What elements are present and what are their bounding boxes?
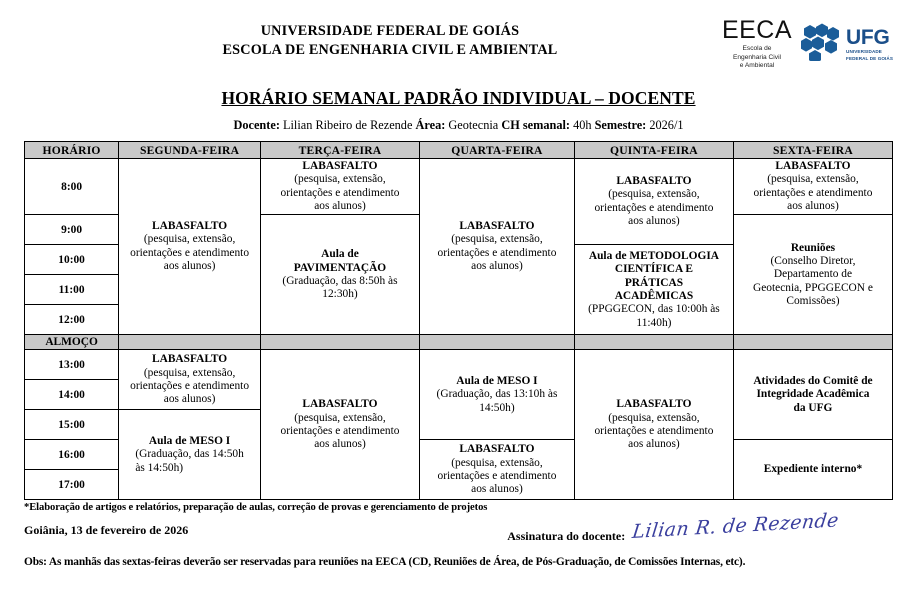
activity-title: Aula de MESO I — [456, 374, 538, 387]
lunch-cell-quinta — [574, 335, 733, 350]
ufg-subtitle-line2: FEDERAL DE GOIÁS — [846, 56, 893, 62]
lunch-label: ALMOÇO — [25, 335, 119, 350]
activity-title-line3: PRÁTICAS — [624, 276, 684, 289]
table-row — [25, 159, 893, 215]
activity-title-line1: Aula de METODOLOGIA — [588, 249, 720, 262]
eeca-subtitle-line3: e Ambiental — [739, 62, 775, 70]
footnote: *Elaboração de artigos e relatórios, preparação de aulas, correção de provas e gerenciamento de projetos — [24, 502, 488, 514]
activity-title: LABASFALTO — [459, 220, 535, 232]
activity-detail-line2: orientações e atendimento — [437, 246, 557, 259]
activity-detail-line1: (pesquisa, extensão, — [294, 173, 386, 186]
logos — [722, 16, 899, 71]
cell-quinta-metodologia — [574, 245, 733, 335]
activity-detail-line3: Geotecnia, PPGGECON e — [753, 281, 873, 294]
eeca-subtitle — [722, 45, 792, 71]
cell-quinta-manha-labasfalto — [574, 159, 733, 245]
cell-quarta-meso — [419, 350, 574, 440]
activity-detail-line2: orientações e atendimento — [280, 424, 400, 437]
activity-detail-line1: (Graduação, das 14:50h — [135, 448, 244, 461]
hour-cell-1200: 12:00 — [25, 305, 119, 335]
place-and-date: Goiânia, 13 de fevereiro de 2026 — [24, 523, 189, 538]
area-value: Geotecnia — [448, 118, 499, 132]
activity-title: LABASFALTO — [302, 398, 378, 411]
document-meta — [0, 118, 917, 133]
cell-sexta-0800 — [733, 159, 892, 215]
docente-value: Lilian Ribeiro de Rezende — [283, 118, 413, 132]
activity-title-line1: Atividades do Comitê de — [753, 374, 873, 387]
activity-detail-line1: (pesquisa, extensão, — [767, 173, 859, 186]
activity-detail-line2: Departamento de — [773, 268, 853, 281]
hour-cell-1100: 11:00 — [25, 275, 119, 305]
activity-detail-line1: (pesquisa, extensão, — [608, 411, 700, 424]
activity-detail-line3: aos alunos) — [787, 200, 839, 213]
activity-title: Expediente interno* — [763, 463, 863, 476]
activity-detail-line1: (Graduação, das 8:50h às — [282, 274, 398, 287]
column-header-quarta: QUARTA-FEIRA — [419, 142, 574, 159]
hour-cell-1000: 10:00 — [25, 245, 119, 275]
university-name: UNIVERSIDADE FEDERAL DE GOIÁS — [260, 23, 520, 39]
activity-title: LABASFALTO — [152, 353, 228, 366]
ufg-wordmark — [846, 27, 893, 62]
lunch-cell-sexta — [733, 335, 892, 350]
activity-title-line1: Aula de — [321, 248, 359, 261]
activity-detail-line3: aos alunos) — [314, 438, 366, 451]
activity-detail-line2: às 14:50h) — [135, 461, 184, 474]
activity-title: LABASFALTO — [302, 160, 378, 172]
area-label: Área: — [415, 118, 446, 132]
cell-quarta-manha — [419, 159, 574, 335]
eeca-acronym: EECA — [721, 16, 793, 44]
ch-label: CH semanal: — [501, 118, 570, 132]
activity-detail-line2: orientações e atendimento — [280, 186, 400, 199]
activity-detail-line3: aos alunos) — [628, 215, 680, 228]
activity-detail-line2: orientações e atendimento — [130, 379, 250, 392]
activity-title-line4: ACADÊMICAS — [614, 289, 694, 302]
activity-detail-line3: aos alunos) — [163, 260, 216, 273]
page-header — [0, 0, 917, 84]
signature-label: Assinatura do docente: — [507, 529, 626, 544]
page-title: HORÁRIO SEMANAL PADRÃO INDIVIDUAL – DOCENTE — [221, 88, 696, 108]
cell-terca-tarde — [260, 350, 419, 500]
eeca-logo — [722, 18, 792, 71]
activity-detail-line2: orientações e atendimento — [437, 469, 557, 482]
table-row — [25, 350, 893, 380]
activity-title: LABASFALTO — [152, 220, 228, 232]
cell-sexta-comite — [733, 350, 892, 440]
cell-terca-0800 — [260, 159, 419, 215]
hour-cell-1700: 17:00 — [25, 470, 119, 500]
cell-segunda-manha — [119, 159, 261, 335]
eeca-subtitle-line2: Engenharia Civil — [732, 53, 781, 61]
activity-detail-line2: 12:30h) — [322, 288, 358, 301]
column-header-sexta: SEXTA-FEIRA — [733, 142, 892, 159]
activity-detail-line2: orientações e atendimento — [594, 424, 714, 437]
column-header-quinta: QUINTA-FEIRA — [574, 142, 733, 159]
ch-value: 40h — [573, 118, 592, 132]
activity-detail-line3: aos alunos) — [314, 200, 366, 213]
hour-cell-0800: 8:00 — [25, 159, 119, 215]
hour-cell-1300: 13:00 — [25, 350, 119, 380]
activity-title: LABASFALTO — [459, 443, 535, 456]
signature-handwriting: Lilian R. de Rezende — [631, 509, 841, 544]
column-header-terca: TERÇA-FEIRA — [260, 142, 419, 159]
activity-detail-line3: aos alunos) — [471, 260, 523, 273]
activity-title-line2: CIENTÍFICA E — [614, 263, 694, 276]
activity-detail-line2: 11:40h) — [636, 316, 672, 329]
hour-cell-0900: 9:00 — [25, 215, 119, 245]
activity-detail-line3: aos alunos) — [471, 483, 523, 496]
activity-detail-line1: (pesquisa, extensão, — [451, 456, 543, 469]
cell-sexta-expediente — [733, 440, 892, 500]
activity-detail-line1: (pesquisa, extensão, — [143, 233, 236, 246]
schedule-table-container — [0, 141, 917, 500]
activity-title: Reuniões — [790, 241, 836, 254]
activity-detail-line2: orientações e atendimento — [594, 201, 714, 214]
eeca-subtitle-line1: Escola de — [742, 45, 772, 52]
activity-detail-line3: aos alunos) — [163, 393, 216, 406]
institution-titles — [18, 16, 722, 60]
cell-segunda-meso — [119, 410, 261, 500]
lunch-cell-terca — [260, 335, 419, 350]
column-header-horario: HORÁRIO — [25, 142, 119, 159]
activity-detail-line1: (pesquisa, extensão, — [294, 411, 386, 424]
activity-title: LABASFALTO — [616, 175, 692, 187]
activity-detail-line1: (pesquisa, extensão, — [451, 233, 543, 246]
ufg-acronym: UFG — [846, 25, 890, 49]
activity-title-line3: da UFG — [793, 401, 833, 414]
observation-note: Obs: As manhãs das sextas-feiras deverão ser reservadas para reuniões na EECA (CD, Reuniões de Área, de Pós-Graduação, de Comissões Internas, etc). — [24, 556, 746, 569]
lunch-cell-segunda — [119, 335, 261, 350]
docente-label: Docente: — [233, 118, 280, 132]
hour-cell-1500: 15:00 — [25, 410, 119, 440]
activity-detail-line2: orientações e atendimento — [130, 246, 250, 259]
activity-detail-line2: orientações e atendimento — [753, 186, 873, 199]
activity-detail-line3: aos alunos) — [628, 438, 680, 451]
school-name: ESCOLA DE ENGENHARIA CIVIL E AMBIENTAL — [222, 41, 558, 58]
ufg-subtitle-line1: UNIVERSIDADE — [846, 48, 882, 54]
activity-title: LABASFALTO — [616, 398, 692, 411]
column-header-segunda: SEGUNDA-FEIRA — [119, 142, 261, 159]
activity-detail-line1: (Conselho Diretor, — [770, 254, 856, 267]
activity-detail-line1: (PPGGECON, das 10:00h às — [588, 303, 720, 316]
weekly-schedule-table — [24, 141, 893, 500]
ufg-hexagon-cluster-icon — [801, 23, 841, 66]
activity-title: Aula de MESO I — [148, 434, 231, 447]
signature-row — [0, 509, 917, 545]
activity-detail-line1: (Graduação, das 13:10h às — [436, 388, 558, 401]
signature-block — [507, 509, 893, 545]
lunch-cell-quarta — [419, 335, 574, 350]
table-header-row — [25, 142, 893, 159]
cell-terca-pavimentacao — [260, 215, 419, 335]
cell-quinta-tarde — [574, 350, 733, 500]
activity-detail-line1: (pesquisa, extensão, — [143, 366, 236, 379]
cell-quarta-tarde-labasfalto — [419, 440, 574, 500]
activity-title: LABASFALTO — [775, 160, 851, 172]
activity-title-line2: Integridade Acadêmica — [756, 388, 870, 401]
hour-cell-1600: 16:00 — [25, 440, 119, 470]
activity-detail-line1: (pesquisa, extensão, — [608, 188, 700, 201]
semestre-label: Semestre: — [594, 118, 647, 132]
ufg-logo — [801, 23, 893, 66]
semestre-value: 2026/1 — [649, 118, 684, 132]
activity-detail-line4: Comissões) — [786, 294, 840, 307]
cell-segunda-tarde-labasfalto — [119, 350, 261, 410]
activity-title-line2: PAVIMENTAÇÃO — [293, 261, 387, 274]
activity-detail-line2: 14:50h) — [479, 401, 515, 414]
hour-cell-1400: 14:00 — [25, 380, 119, 410]
table-row-lunch — [25, 335, 893, 350]
cell-sexta-reunioes — [733, 215, 892, 335]
